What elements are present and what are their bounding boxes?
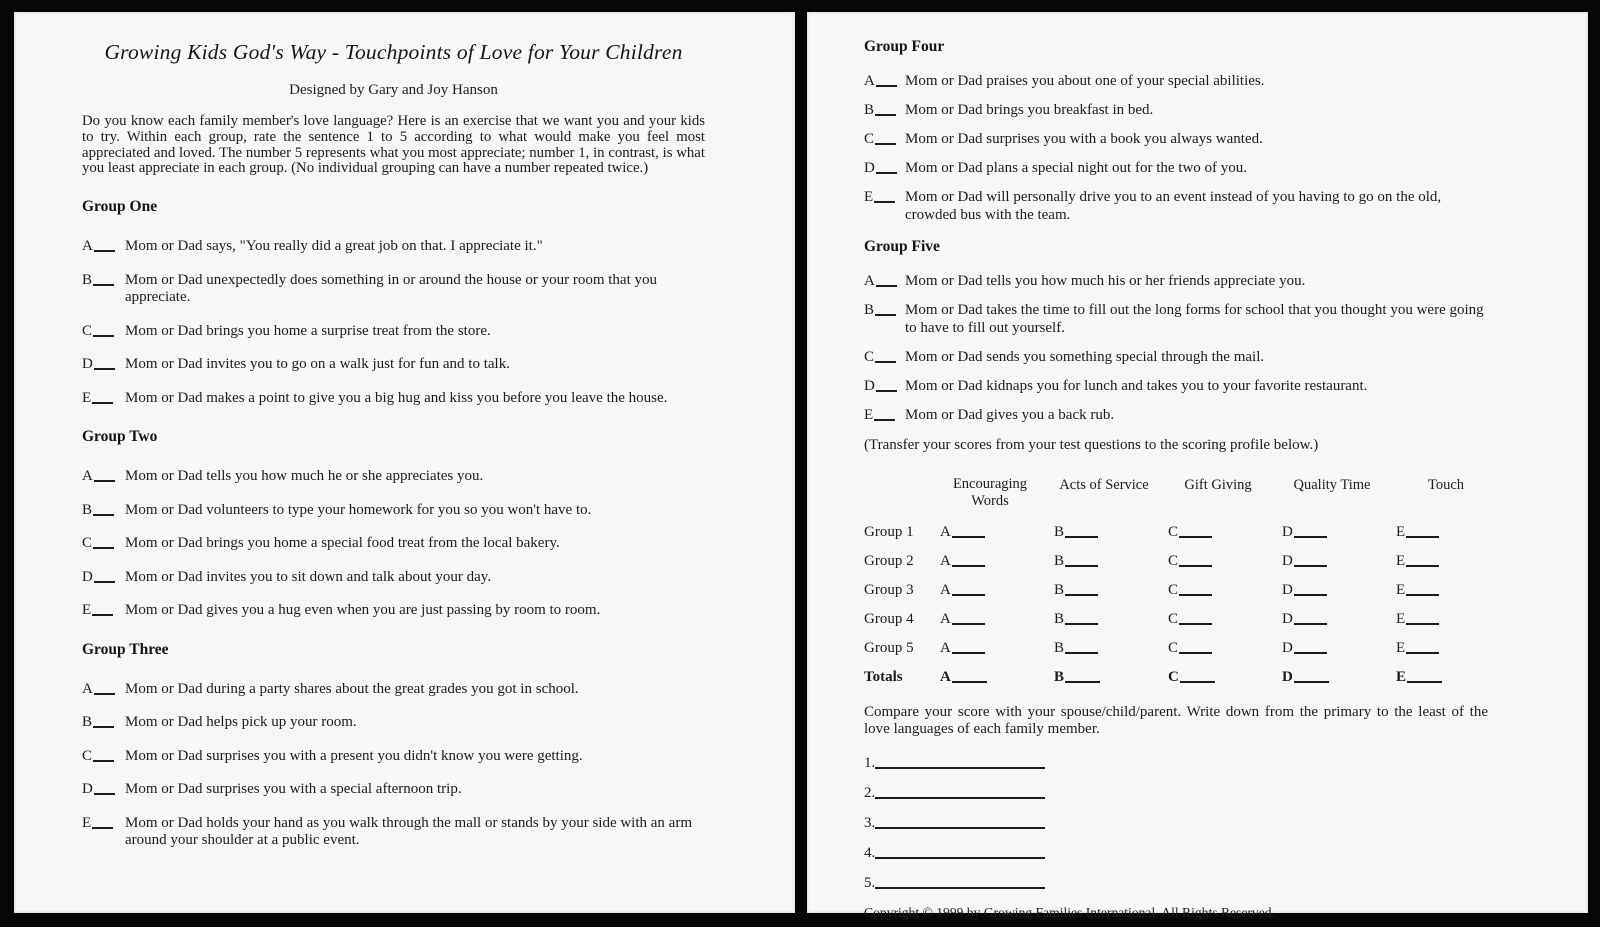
table-row-group-4 <box>864 611 1488 640</box>
item-letter: A <box>864 72 905 90</box>
item-text: Mom or Dad invites you to go on a walk just for fun and to talk. <box>125 356 510 373</box>
item-g5-d <box>864 377 1488 395</box>
item-g1-a <box>82 238 705 256</box>
intro-paragraph: Do you know each family member's love language? Here is an exercise that we want you and your kids to try. Within each group, rate the sentence 1 to 5 according to what would make you feel most appreciated and loved. The number 5 represents what you most appreciate; number 1, in contrast, is what you least appreciate in each group. (No individual grouping can have a number repeated twice.) <box>82 113 705 177</box>
left-page <box>14 12 795 913</box>
item-text: Mom or Dad gives you a hug even when you are just passing by room to room. <box>125 602 601 619</box>
item-g4-b <box>864 101 1488 119</box>
score-cell: E <box>1396 553 1510 570</box>
item-letter: D <box>864 377 905 395</box>
total-cell: C <box>1168 669 1282 686</box>
rank-line-1: 1. <box>864 755 1488 772</box>
item-g2-b <box>82 502 705 520</box>
answer-blank <box>93 334 114 337</box>
score-blank <box>1179 651 1212 654</box>
item-letter: E <box>864 188 905 206</box>
rank-blank <box>875 766 1045 769</box>
table-header-row <box>864 476 1488 510</box>
item-g3-b <box>82 714 705 732</box>
item-g1-e <box>82 390 705 408</box>
item-g4-c <box>864 130 1488 148</box>
answer-blank <box>93 725 114 728</box>
total-cell: E <box>1396 669 1510 686</box>
score-blank <box>1406 622 1439 625</box>
total-blank <box>1065 680 1100 683</box>
item-g1-c <box>82 323 705 341</box>
total-blank <box>1407 680 1442 683</box>
item-text: Mom or Dad sends you something special through the mail. <box>905 349 1265 365</box>
item-text: Mom or Dad brings you breakfast in bed. <box>905 102 1154 118</box>
item-text: Mom or Dad tells you how much his or her friends appreciate you. <box>905 273 1306 289</box>
item-letter: C <box>82 748 125 766</box>
answer-blank <box>876 389 897 392</box>
byline: Designed by Gary and Joy Hanson <box>289 82 498 98</box>
scoring-profile-table <box>864 476 1488 698</box>
answer-blank <box>92 401 113 404</box>
item-g3-a <box>82 681 705 699</box>
score-blank <box>1065 593 1098 596</box>
score-blank <box>1179 535 1212 538</box>
score-blank <box>1179 622 1212 625</box>
answer-blank <box>875 113 896 116</box>
right-page <box>807 12 1588 920</box>
item-letter: E <box>82 390 125 408</box>
answer-blank <box>93 283 114 286</box>
col-header-touch: Touch <box>1427 477 1465 493</box>
item-text: Mom or Dad surprises you with a present you didn't know you were getting. <box>125 747 583 764</box>
score-blank <box>1179 564 1212 567</box>
answer-blank <box>94 479 115 482</box>
answer-blank <box>876 284 897 287</box>
score-cell: B <box>1054 582 1168 599</box>
score-cell: C <box>1168 640 1282 657</box>
item-g2-c <box>82 535 705 553</box>
score-cell: E <box>1396 640 1510 657</box>
score-cell: B <box>1054 553 1168 570</box>
item-letter: B <box>82 502 125 520</box>
item-text: Mom or Dad makes a point to give you a big hug and kiss you before you leave the house. <box>125 389 668 406</box>
score-blank <box>1294 593 1327 596</box>
item-g4-e <box>864 188 1488 224</box>
table-row-group-3 <box>864 582 1488 611</box>
score-cell: C <box>1168 582 1282 599</box>
score-blank <box>952 651 985 654</box>
score-cell: B <box>1054 524 1168 541</box>
item-letter: B <box>864 301 905 319</box>
score-blank <box>952 622 985 625</box>
answer-blank <box>94 792 115 795</box>
score-cell: A <box>940 582 1054 599</box>
group-two-heading: Group Two <box>82 428 158 446</box>
item-g5-b <box>864 301 1488 337</box>
answer-blank <box>875 142 896 145</box>
score-cell: E <box>1396 524 1510 541</box>
total-cell: A <box>940 669 1054 686</box>
col-header-acts-of-service: Acts of Service <box>1059 477 1149 493</box>
col-header-gift-giving: Gift Giving <box>1184 477 1252 493</box>
table-row-totals <box>864 669 1488 698</box>
answer-blank <box>94 367 115 370</box>
total-cell: D <box>1282 669 1396 686</box>
col-header-encouraging-words: Encouraging Words <box>952 476 1028 509</box>
total-blank <box>1294 680 1329 683</box>
answer-blank <box>94 249 115 252</box>
item-letter: B <box>82 714 125 732</box>
rank-blank <box>875 826 1045 829</box>
row-label-totals: Totals <box>864 668 903 685</box>
score-cell: D <box>1282 611 1396 628</box>
score-blank <box>1406 535 1439 538</box>
answer-blank <box>875 360 896 363</box>
item-g2-a <box>82 468 705 486</box>
table-row-group-1 <box>864 524 1488 553</box>
score-cell: C <box>1168 611 1282 628</box>
item-text: Mom or Dad brings you home a surprise treat from the store. <box>125 322 491 339</box>
item-text: Mom or Dad says, "You really did a great job on that. I appreciate it." <box>125 238 543 255</box>
group-four-heading: Group Four <box>864 38 945 55</box>
score-blank <box>952 535 985 538</box>
item-text: Mom or Dad will personally drive you to an event instead of you having to go on the old, crowded bus with the team. <box>905 189 1442 223</box>
group-three-heading: Group Three <box>82 640 169 658</box>
score-cell: B <box>1054 640 1168 657</box>
item-text: Mom or Dad praises you about one of your special abilities. <box>905 73 1265 89</box>
answer-blank <box>93 513 114 516</box>
item-g5-c <box>864 348 1488 366</box>
copyright-notice: Copyright © 1999 by Growing Families International. All Rights Reserved. <box>864 904 1275 920</box>
score-cell: D <box>1282 553 1396 570</box>
score-cell: D <box>1282 524 1396 541</box>
item-text: Mom or Dad kidnaps you for lunch and takes you to your favorite restaurant. <box>905 378 1368 394</box>
item-letter: A <box>864 272 905 290</box>
item-text: Mom or Dad helps pick up your room. <box>125 714 357 731</box>
item-letter: E <box>82 602 125 620</box>
score-blank <box>1065 535 1098 538</box>
score-cell: B <box>1054 611 1168 628</box>
answer-blank <box>92 826 113 829</box>
item-text: Mom or Dad holds your hand as you walk through the mall or stands by your side with an arm around your shoulder at a public event. <box>125 814 692 849</box>
item-g1-d <box>82 356 705 374</box>
item-letter: C <box>864 348 905 366</box>
col-header-quality-time: Quality Time <box>1293 477 1371 493</box>
item-text: Mom or Dad during a party shares about the great grades you got in school. <box>125 680 579 697</box>
rank-line-4: 4. <box>864 845 1488 862</box>
table-row-group-5 <box>864 640 1488 669</box>
item-text: Mom or Dad takes the time to fill out the long forms for school that you thought you were going to have to fill out yourself. <box>905 302 1484 336</box>
item-text: Mom or Dad surprises you with a special afternoon trip. <box>125 781 462 798</box>
score-cell: A <box>940 611 1054 628</box>
item-letter: E <box>82 815 125 833</box>
score-blank <box>952 593 985 596</box>
item-text: Mom or Dad unexpectedly does something in or around the house or your room that you appreciate. <box>125 271 657 306</box>
answer-blank <box>93 759 114 762</box>
item-text: Mom or Dad invites you to sit down and talk about your day. <box>125 568 492 585</box>
score-blank <box>1294 535 1327 538</box>
answer-blank <box>94 580 115 583</box>
answer-blank <box>94 692 115 695</box>
answer-blank <box>875 313 896 316</box>
item-text: Mom or Dad volunteers to type your homework for you so you won't have to. <box>125 501 592 518</box>
score-blank <box>1406 564 1439 567</box>
total-blank <box>952 680 987 683</box>
item-g3-e <box>82 815 705 850</box>
answer-blank <box>93 546 114 549</box>
item-text: Mom or Dad surprises you with a book you always wanted. <box>905 131 1263 147</box>
rank-blank <box>875 886 1045 889</box>
item-letter: C <box>82 323 125 341</box>
score-cell: C <box>1168 553 1282 570</box>
total-blank <box>1180 680 1215 683</box>
score-blank <box>1065 564 1098 567</box>
score-blank <box>1406 651 1439 654</box>
item-letter: D <box>864 159 905 177</box>
row-label: Group 5 <box>864 639 914 656</box>
score-blank <box>952 564 985 567</box>
group-five-heading: Group Five <box>864 238 940 255</box>
item-letter: B <box>864 101 905 119</box>
score-blank <box>1065 622 1098 625</box>
score-blank <box>1294 622 1327 625</box>
item-text: Mom or Dad gives you a back rub. <box>905 407 1115 423</box>
score-cell: D <box>1282 582 1396 599</box>
item-text: Mom or Dad brings you home a special food treat from the local bakery. <box>125 535 560 552</box>
item-letter: D <box>82 569 125 587</box>
page-title: Growing Kids God's Way - Touchpoints of Love for Your Children <box>104 40 683 64</box>
table-row-group-2 <box>864 553 1488 582</box>
item-g5-a <box>864 272 1488 290</box>
item-g2-e <box>82 602 705 620</box>
row-label: Group 2 <box>864 552 914 569</box>
compare-note: Compare your score with your spouse/child/parent. Write down from the primary to the least of the love languages of each family member. <box>864 703 1488 737</box>
score-blank <box>1065 651 1098 654</box>
item-text: Mom or Dad plans a special night out for the two of you. <box>905 160 1248 176</box>
answer-blank <box>92 613 113 616</box>
score-cell: A <box>940 553 1054 570</box>
rank-blank <box>875 796 1045 799</box>
answer-blank <box>874 200 895 203</box>
score-blank <box>1294 651 1327 654</box>
row-label: Group 1 <box>864 523 914 540</box>
score-cell: E <box>1396 582 1510 599</box>
item-g4-d <box>864 159 1488 177</box>
row-label: Group 3 <box>864 581 914 598</box>
score-blank <box>1179 593 1212 596</box>
score-cell: E <box>1396 611 1510 628</box>
item-g5-e <box>864 406 1488 424</box>
item-letter: E <box>864 406 905 424</box>
item-letter: C <box>82 535 125 553</box>
answer-blank <box>876 84 897 87</box>
rank-line-2: 2. <box>864 785 1488 802</box>
item-g1-b <box>82 272 705 307</box>
item-letter: C <box>864 130 905 148</box>
score-blank <box>1294 564 1327 567</box>
item-letter: D <box>82 781 125 799</box>
total-cell: B <box>1054 669 1168 686</box>
item-text: Mom or Dad tells you how much he or she appreciates you. <box>125 468 484 485</box>
item-letter: A <box>82 238 125 256</box>
item-g3-c <box>82 748 705 766</box>
score-cell: C <box>1168 524 1282 541</box>
group-one-heading: Group One <box>82 198 158 216</box>
item-letter: A <box>82 681 125 699</box>
answer-blank <box>876 171 897 174</box>
item-g4-a <box>864 72 1488 90</box>
rank-line-3: 3. <box>864 815 1488 832</box>
rank-blank <box>875 856 1045 859</box>
answer-blank <box>874 418 895 421</box>
item-letter: A <box>82 468 125 486</box>
score-cell: A <box>940 640 1054 657</box>
item-letter: B <box>82 272 125 290</box>
score-cell: D <box>1282 640 1396 657</box>
score-blank <box>1406 593 1439 596</box>
transfer-note: (Transfer your scores from your test questions to the scoring profile below.) <box>864 437 1319 453</box>
rank-line-5: 5. <box>864 875 1488 892</box>
item-g2-d <box>82 569 705 587</box>
item-letter: D <box>82 356 125 374</box>
rank-list <box>864 755 1488 892</box>
row-label: Group 4 <box>864 610 914 627</box>
score-cell: A <box>940 524 1054 541</box>
item-g3-d <box>82 781 705 799</box>
